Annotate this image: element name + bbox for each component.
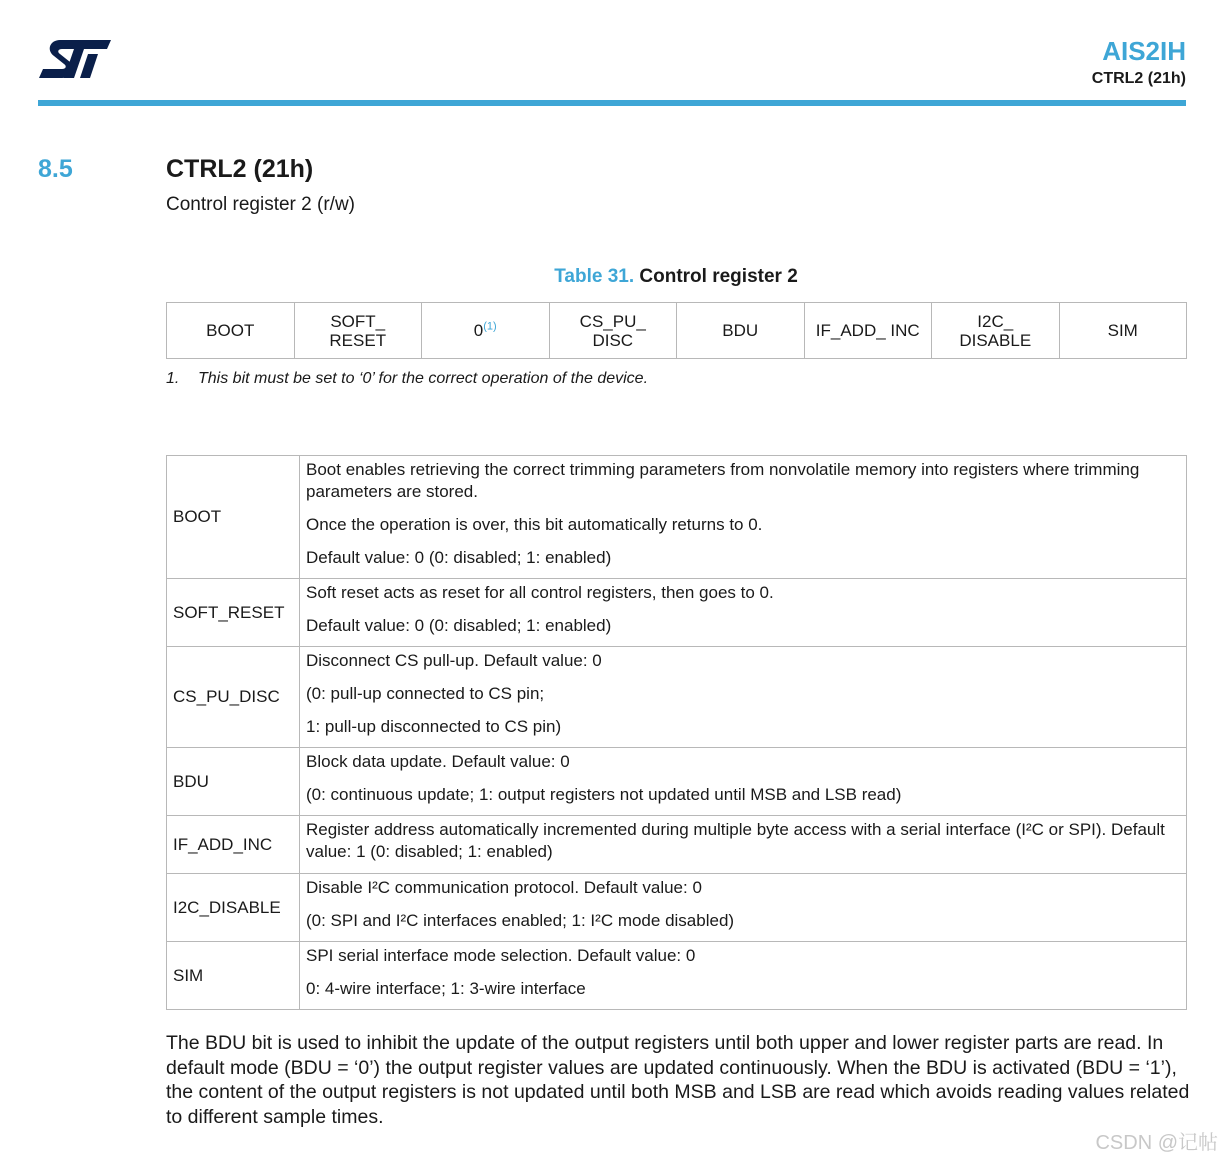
field-description (300, 456, 1187, 579)
field-description-line: Disable I²C communication protocol. Default value: 0 (306, 878, 702, 897)
field-description-line: Once the operation is over, this bit automatically returns to 0. (306, 515, 763, 534)
bit-label: DISC (592, 330, 634, 350)
field-description-table (166, 455, 1187, 1010)
field-description (300, 942, 1187, 1010)
field-description-line: Default value: 0 (0: disabled; 1: enabled) (306, 616, 612, 635)
field-row (167, 748, 1187, 816)
bit-label: BOOT (206, 321, 255, 340)
field-description-line: (0: continuous update; 1: output registers not updated until MSB and LSB read) (306, 785, 902, 804)
field-description-line: Boot enables retrieving the correct trimming parameters from nonvolatile memory into registers where trimming parameters are stored. (306, 460, 1140, 501)
field-name: I2C_DISABLE (167, 874, 300, 942)
field-description (300, 579, 1187, 647)
field-description-line: Register address automatically incremented during multiple byte access with a serial interface (I²C or SPI). Default value: 1 (0: disabled; 1: enabled) (306, 820, 1165, 861)
field-description-line: Soft reset acts as reset for all control registers, then goes to 0. (306, 583, 774, 602)
bit-cell (549, 303, 677, 359)
table-caption (166, 266, 1186, 288)
field-name: SOFT_RESET (167, 579, 300, 647)
field-row (167, 942, 1187, 1010)
table-caption-title: Control register 2 (639, 266, 798, 287)
field-description-line: Disconnect CS pull-up. Default value: 0 (306, 651, 602, 670)
running-header (1092, 36, 1186, 90)
footnote-text: This bit must be set to ‘0’ for the correct operation of the device. (198, 370, 649, 387)
header-rule (38, 100, 1186, 106)
st-logo-icon (38, 38, 112, 80)
section-number: 8.5 (38, 155, 73, 183)
field-name: IF_ADD_INC (167, 816, 300, 874)
bit-label: SIM (1107, 321, 1138, 340)
bit-label: SOFT_ (330, 311, 386, 331)
footnote-reference: (1) (483, 320, 497, 333)
field-row (167, 816, 1187, 874)
watermark: CSDN @记帖 (1095, 1132, 1218, 1154)
field-row (167, 647, 1187, 748)
field-name: BOOT (167, 456, 300, 579)
bit-cell (167, 303, 295, 359)
field-row (167, 579, 1187, 647)
bit-cell (294, 303, 422, 359)
bit-label: 0 (473, 321, 484, 340)
table-caption-number: Table 31. (554, 266, 635, 287)
bit-row (167, 303, 1187, 359)
field-row (167, 874, 1187, 942)
bit-cell (677, 303, 805, 359)
bit-label: I2C_ (977, 311, 1014, 331)
register-bit-table (166, 302, 1187, 359)
field-description-line: Default value: 0 (0: disabled; 1: enabled) (306, 548, 612, 567)
section-title: CTRL2 (21h) (166, 155, 314, 183)
bit-cell (932, 303, 1060, 359)
section-description: Control register 2 (r/w) (166, 194, 355, 215)
footnote-number: 1. (166, 370, 180, 387)
field-description-line: 0: 4-wire interface; 1: 3-wire interface (306, 979, 586, 998)
document-name: AIS2IH (1102, 36, 1186, 66)
bit-cell (1059, 303, 1187, 359)
field-description (300, 816, 1187, 874)
bit-label: CS_PU_ (579, 311, 646, 331)
field-description (300, 874, 1187, 942)
bdu-explanation-paragraph: The BDU bit is used to inhibit the update of the output registers until both upper and lower register parts are read. In default mode (BDU = ‘0’) the output register values are updated continuously. When the BDU is activated (BDU = ‘1’), the content of the output registers is not updated until both MSB and LSB are read which avoids reading values related to different sample times. (166, 1032, 1190, 1128)
field-description-line: Block data update. Default value: 0 (306, 752, 570, 771)
field-description-line: (0: SPI and I²C interfaces enabled; 1: I²C mode disabled) (306, 911, 735, 930)
field-description (300, 647, 1187, 748)
field-description-line: (0: pull-up connected to CS pin; (306, 684, 545, 703)
running-section-title: CTRL2 (21h) (1091, 70, 1186, 87)
field-description-line: SPI serial interface mode selection. Default value: 0 (306, 946, 696, 965)
bit-cell (422, 303, 550, 359)
field-name: BDU (167, 748, 300, 816)
field-description-line: 1: pull-up disconnected to CS pin) (306, 717, 562, 736)
field-description (300, 748, 1187, 816)
bit-label: DISABLE (959, 330, 1032, 350)
bit-label: IF_ADD_ INC (815, 321, 920, 340)
bit-cell (804, 303, 932, 359)
field-row (167, 456, 1187, 579)
bit-label: RESET (329, 330, 387, 350)
field-name: CS_PU_DISC (167, 647, 300, 748)
table-footnote (166, 370, 648, 388)
field-name: SIM (167, 942, 300, 1010)
bit-label: BDU (722, 321, 759, 340)
